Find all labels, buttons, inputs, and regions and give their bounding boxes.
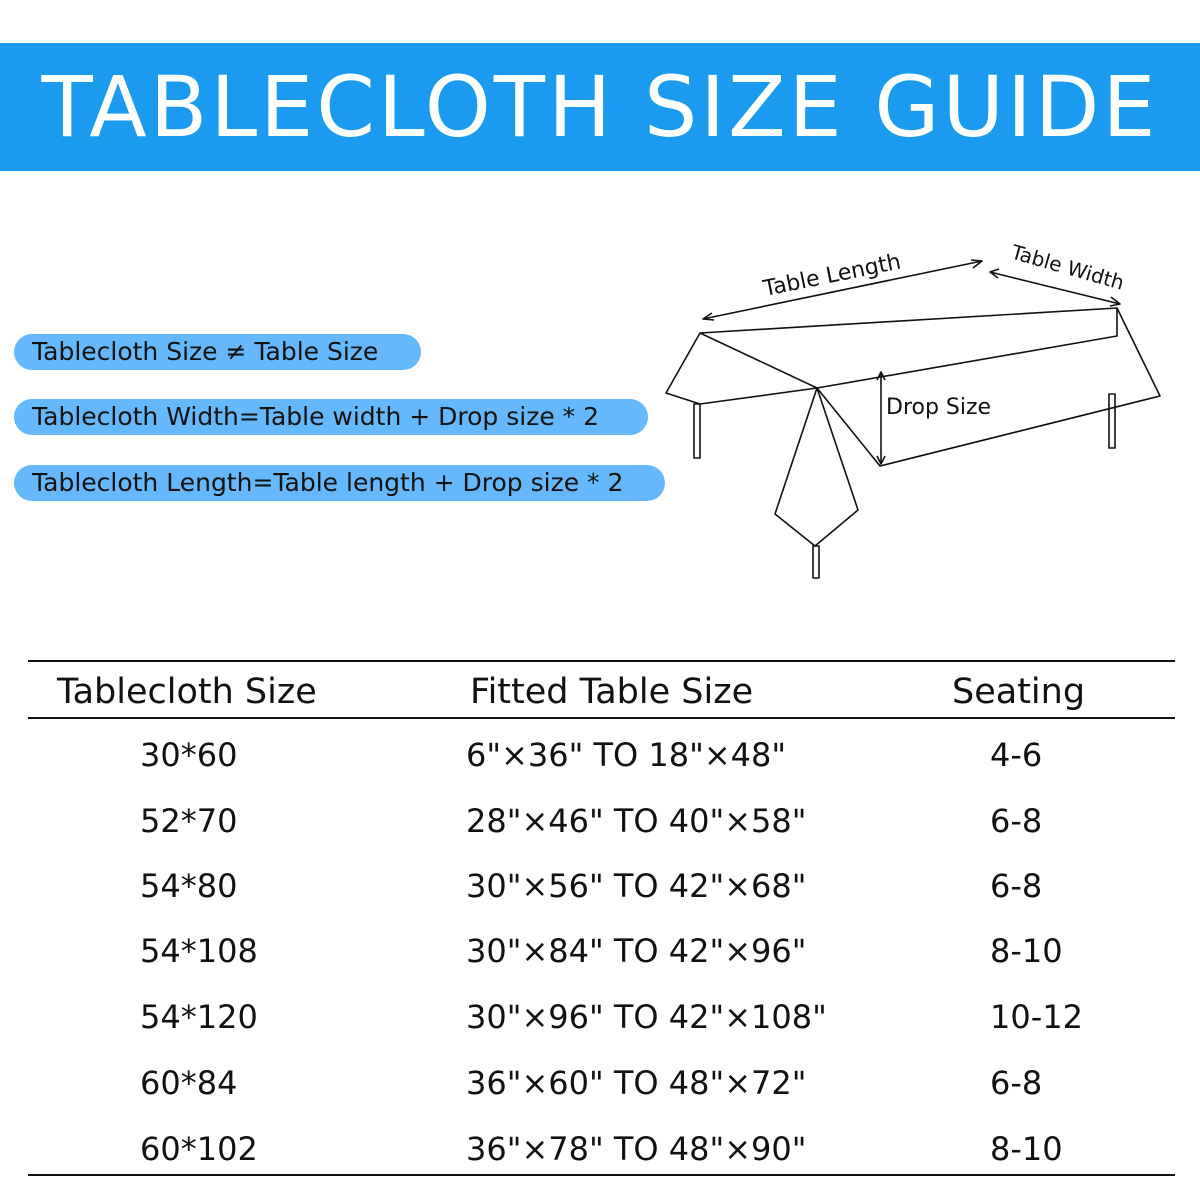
cell-tablecloth-size: 54*80 bbox=[140, 867, 238, 905]
cell-tablecloth-size: 54*108 bbox=[140, 932, 258, 970]
cell-seating: 6-8 bbox=[990, 802, 1043, 840]
page-title: TABLECLOTH SIZE GUIDE bbox=[41, 58, 1159, 156]
leg-front bbox=[813, 546, 819, 578]
length-arrow bbox=[703, 261, 982, 319]
table-length-label: Table Length bbox=[761, 249, 904, 302]
cell-seating: 6-8 bbox=[990, 867, 1043, 905]
drape-front bbox=[775, 388, 858, 546]
cell-seating: 8-10 bbox=[990, 1130, 1063, 1168]
header-seating: Seating bbox=[952, 672, 1086, 712]
cell-fitted-size: 30"×56" TO 42"×68" bbox=[466, 867, 807, 905]
cell-fitted-size: 36"×60" TO 48"×72" bbox=[466, 1064, 807, 1102]
width-arrow bbox=[990, 272, 1120, 304]
table-top bbox=[700, 308, 1117, 388]
cell-seating: 10-12 bbox=[990, 998, 1083, 1036]
cell-fitted-size: 6"×36" TO 18"×48" bbox=[466, 736, 787, 774]
cell-seating: 6-8 bbox=[990, 1064, 1043, 1102]
table-rule-header bbox=[28, 717, 1175, 719]
header-fitted-table-size: Fitted Table Size bbox=[470, 672, 754, 712]
cell-tablecloth-size: 52*70 bbox=[140, 802, 238, 840]
cell-fitted-size: 28"×46" TO 40"×58" bbox=[466, 802, 807, 840]
cell-fitted-size: 30"×84" TO 42"×96" bbox=[466, 932, 807, 970]
title-banner bbox=[0, 43, 1200, 171]
note-size-not-equal: Tablecloth Size ≠ Table Size bbox=[14, 334, 421, 370]
table-rule-bottom bbox=[28, 1174, 1175, 1176]
leg-right bbox=[1109, 394, 1115, 448]
cell-fitted-size: 30"×96" TO 42"×108" bbox=[466, 998, 827, 1036]
cell-tablecloth-size: 54*120 bbox=[140, 998, 258, 1036]
table-width-label: Table Width bbox=[1008, 239, 1127, 295]
cell-tablecloth-size: 30*60 bbox=[140, 736, 238, 774]
drop-size-label: Drop Size bbox=[886, 395, 992, 420]
cell-tablecloth-size: 60*102 bbox=[140, 1130, 258, 1168]
note-width-formula: Tablecloth Width=Table width + Drop size * 2 bbox=[14, 399, 648, 435]
drape-left bbox=[666, 333, 817, 404]
cell-seating: 4-6 bbox=[990, 736, 1043, 774]
cell-tablecloth-size: 60*84 bbox=[140, 1064, 238, 1102]
table-rule-top bbox=[28, 660, 1175, 662]
note-length-formula: Tablecloth Length=Table length + Drop size * 2 bbox=[14, 465, 665, 501]
header-tablecloth-size: Tablecloth Size bbox=[57, 672, 317, 712]
cell-fitted-size: 36"×78" TO 48"×90" bbox=[466, 1130, 807, 1168]
cell-seating: 8-10 bbox=[990, 932, 1063, 970]
drape-right bbox=[817, 308, 1160, 466]
leg-left bbox=[694, 404, 700, 458]
